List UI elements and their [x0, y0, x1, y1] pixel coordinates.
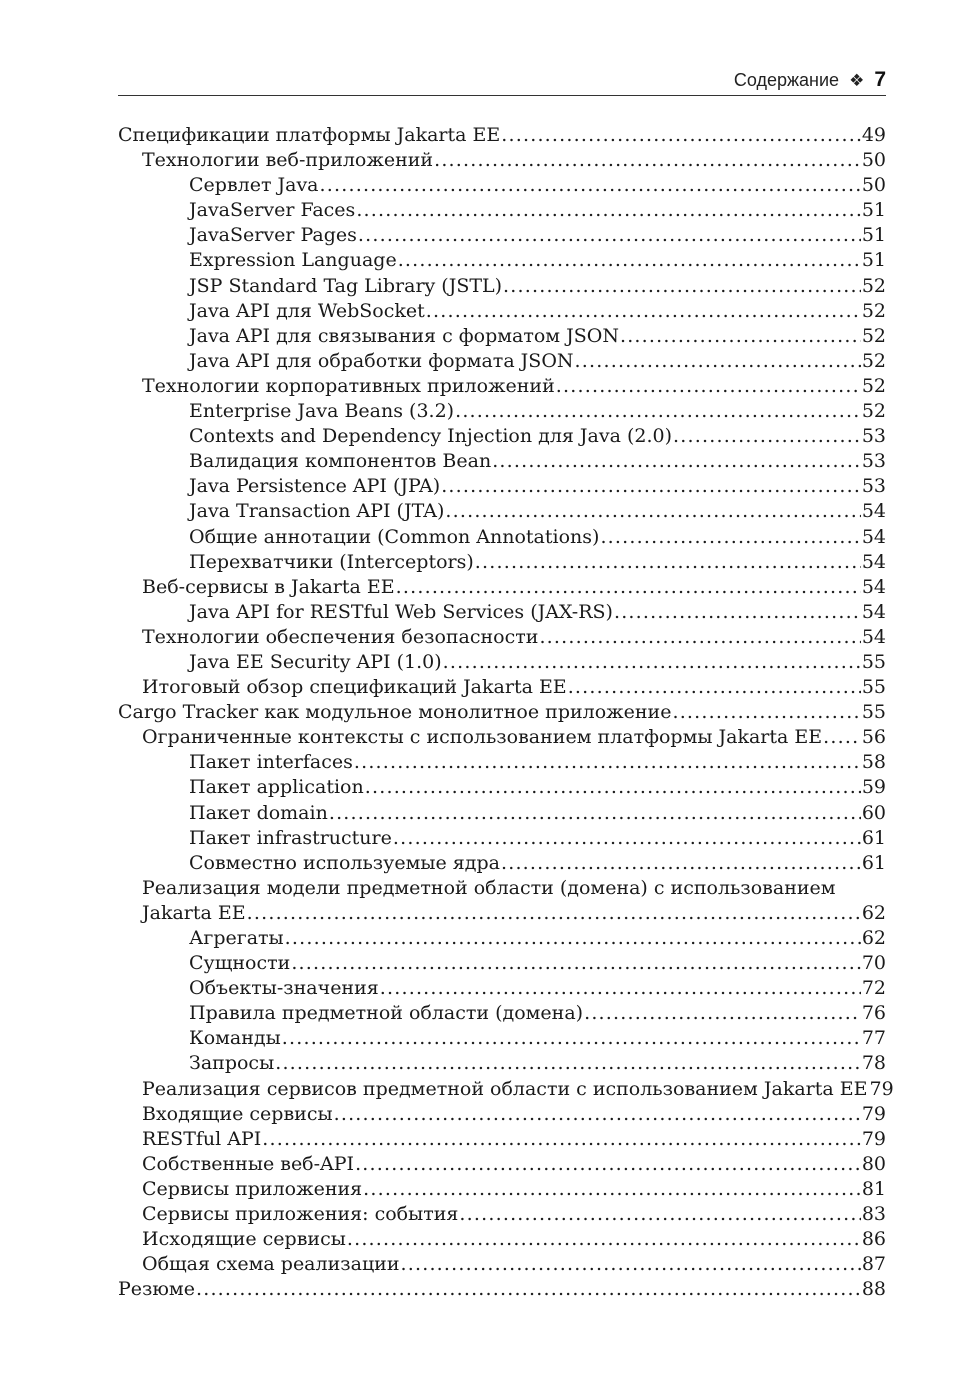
toc-entry[interactable] [118, 1127, 886, 1152]
dot-leader [426, 299, 861, 324]
toc-entry-page: 50 [861, 149, 886, 172]
toc-entry-page: 79 [861, 1102, 886, 1125]
toc-entry[interactable] [118, 901, 886, 926]
toc-entry-title: Cargo Tracker как модульное монолитное приложение [118, 701, 672, 724]
toc-entry[interactable] [118, 600, 886, 625]
dot-leader [262, 1127, 861, 1152]
dot-leader [475, 550, 861, 575]
toc-entry-title: Правила предметной области (домена) [189, 1002, 584, 1025]
toc-entry-title: Реализация модели предметной области (домена) с использованием [142, 876, 836, 899]
dot-leader [347, 1227, 861, 1252]
toc-entry-page: 51 [861, 199, 886, 222]
dot-leader [673, 424, 861, 449]
toc-entry[interactable] [118, 499, 886, 524]
toc-entry[interactable] [118, 148, 886, 173]
dot-leader [441, 474, 861, 499]
toc-entry-title: Запросы [189, 1052, 275, 1075]
toc-entry-page: 80 [861, 1152, 886, 1175]
toc-entry-page: 54 [861, 600, 886, 623]
toc-entry[interactable] [118, 650, 886, 675]
toc-entry-title: Общая схема реализации [142, 1253, 400, 1276]
toc-entry-page: 59 [861, 776, 886, 799]
toc-entry[interactable] [118, 1227, 886, 1252]
dot-leader [568, 675, 861, 700]
toc-entry-page: 52 [861, 374, 886, 397]
dot-leader [620, 324, 861, 349]
toc-entry-page: 54 [861, 525, 886, 548]
toc-entry-page: 52 [861, 299, 886, 322]
toc-entry-page: 88 [861, 1278, 886, 1301]
toc-entry-title: Совместно используемые ядра [189, 851, 500, 874]
dot-leader [196, 1277, 861, 1302]
toc-entry[interactable] [118, 1202, 886, 1227]
header-group [734, 68, 886, 92]
dot-leader [355, 1152, 861, 1177]
toc-entry[interactable] [118, 625, 886, 650]
toc-entry-title: Пакет domain [189, 801, 328, 824]
toc-entry[interactable] [118, 1277, 886, 1302]
toc-entry-title: Java API для обработки формата JSON [189, 349, 574, 372]
toc-entry[interactable] [118, 575, 886, 600]
toc-entry[interactable] [118, 525, 886, 550]
dot-leader [539, 625, 860, 650]
toc-entry-page: 52 [861, 274, 886, 297]
toc-entry-page: 52 [861, 324, 886, 347]
dot-leader [275, 1051, 861, 1076]
toc-entry-title: Пакет application [189, 776, 364, 799]
dot-leader [396, 575, 861, 600]
toc-entry-page: 50 [861, 174, 886, 197]
page-number: 7 [874, 68, 886, 91]
toc-entry[interactable] [118, 274, 886, 299]
toc-entry-title: Перехватчики (Interceptors) [189, 550, 474, 573]
dot-leader [434, 148, 861, 173]
toc-entry-page: 61 [861, 826, 886, 849]
toc-entry-title: JavaServer Pages [189, 224, 357, 247]
toc-entry[interactable] [118, 399, 886, 424]
toc-entry[interactable] [118, 675, 886, 700]
toc-entry[interactable] [118, 926, 886, 951]
toc-entry-page: 78 [861, 1052, 886, 1075]
toc-entry[interactable] [118, 123, 886, 148]
toc-entry-title: Технологии веб-приложений [142, 149, 434, 172]
dot-leader [398, 248, 861, 273]
running-header [118, 66, 886, 96]
toc-entry-title: Агрегаты [189, 927, 284, 949]
toc-entry-title: Входящие сервисы [142, 1102, 333, 1125]
toc-entry-page: 58 [861, 751, 886, 774]
diamond-ornament-icon: ❖ [849, 71, 865, 91]
toc-entry-title: Java API for RESTful Web Services (JAX-RS) [189, 600, 613, 623]
toc-entry-title: Валидация компонентов Bean [189, 450, 492, 473]
toc-entry-title: Веб-сервисы в Jakarta EE [142, 575, 395, 598]
toc-entry-page: 53 [861, 475, 886, 498]
dot-leader [358, 223, 861, 248]
dot-leader [285, 926, 861, 951]
toc-entry[interactable] [118, 801, 886, 826]
toc-entry-title: RESTful API [142, 1127, 262, 1150]
toc-entry-title: Общие аннотации (Common Annotations) [189, 525, 600, 548]
toc-entry[interactable] [118, 1252, 886, 1277]
toc-entry-page: 72 [861, 977, 886, 1000]
toc-entry[interactable] [118, 550, 886, 575]
dot-leader [329, 801, 861, 826]
toc-entry-page: 70 [861, 952, 886, 975]
toc-entry-page: 62 [861, 901, 886, 924]
toc-entry-page: 61 [861, 851, 886, 874]
toc-entry-page: 52 [861, 349, 886, 372]
dot-leader [556, 374, 861, 399]
toc-entry[interactable] [118, 1077, 894, 1102]
toc-entry-title: JSP Standard Tag Library (JSTL) [189, 274, 503, 297]
toc-entry[interactable] [118, 851, 886, 876]
dot-leader [459, 1202, 860, 1227]
toc-entry-page: 86 [861, 1228, 886, 1251]
toc-entry[interactable] [118, 248, 886, 273]
toc-entry-title: Expression Language [189, 249, 397, 272]
header-rule [118, 95, 886, 96]
toc-entry-page: 83 [861, 1203, 886, 1226]
toc-entry[interactable] [118, 725, 886, 750]
dot-leader [501, 123, 861, 148]
toc-entry[interactable] [118, 324, 886, 349]
dot-leader [584, 1001, 861, 1026]
toc-entry-title: Java API для WebSocket [189, 299, 425, 322]
table-of-contents [118, 123, 894, 1302]
toc-entry-title: Java Persistence API (JPA) [189, 475, 441, 498]
toc-entry-page: 60 [861, 801, 886, 824]
dot-leader [291, 951, 861, 976]
dot-leader [492, 449, 861, 474]
toc-entry-page: 62 [861, 927, 886, 949]
toc-entry-title: Команды [189, 1027, 281, 1050]
toc-entry-page: 52 [861, 400, 886, 423]
dot-leader [393, 826, 861, 851]
toc-entry[interactable] [118, 1102, 886, 1127]
toc-entry-title: Сущности [189, 952, 291, 975]
toc-entry[interactable] [118, 299, 886, 324]
toc-entry-title: Технологии корпоративных приложений [142, 374, 555, 397]
toc-entry-title: Enterprise Java Beans (3.2) [189, 400, 455, 423]
dot-leader [672, 700, 860, 725]
header-title: Содержание [733, 70, 840, 90]
toc-entry-title: Пакет infrastructure [189, 826, 392, 849]
toc-entry-title: JavaServer Faces [189, 199, 356, 222]
toc-entry-title: Java EE Security API (1.0) [189, 650, 442, 673]
toc-entry[interactable] [118, 1001, 886, 1026]
toc-entry-page: 79 [861, 1127, 886, 1150]
dot-leader [600, 525, 860, 550]
toc-entry[interactable] [118, 976, 886, 1001]
toc-entry[interactable] [118, 775, 886, 800]
toc-entry-title: Сервлет Java [189, 174, 319, 197]
toc-entry[interactable] [118, 826, 886, 851]
toc-entry[interactable] [118, 374, 886, 399]
toc-entry-page: 56 [861, 726, 886, 749]
dot-leader [356, 198, 861, 223]
toc-entry[interactable] [118, 750, 886, 775]
toc-entry-title: Сервисы приложения [142, 1177, 363, 1200]
toc-entry-title: Спецификации платформы Jakarta EE [118, 124, 501, 146]
dot-leader [363, 1177, 861, 1202]
dot-leader [354, 750, 861, 775]
dot-leader [365, 775, 861, 800]
toc-entry-page: 51 [861, 249, 886, 272]
toc-entry-title: Итоговый обзор спецификаций Jakarta EE [142, 676, 567, 699]
dot-leader [445, 499, 860, 524]
toc-entry-title: Собственные веб-API [142, 1152, 355, 1175]
toc-entry-page: 81 [861, 1177, 886, 1200]
toc-entry-title: Пакет interfaces [189, 751, 353, 774]
toc-entry[interactable] [118, 1051, 886, 1076]
toc-entry-page: 55 [861, 701, 886, 724]
toc-entry-page: 79 [869, 1077, 894, 1100]
toc-entry-title: Ограниченные контексты с использованием платформы Jakarta EE [142, 726, 823, 749]
dot-leader [282, 1026, 861, 1051]
dot-leader [400, 1252, 860, 1277]
dot-leader [247, 901, 861, 926]
toc-entry-title: Java API для связывания с форматом JSON [189, 324, 619, 347]
toc-entry-title: Исходящие сервисы [142, 1228, 346, 1251]
toc-entry[interactable] [118, 1026, 886, 1051]
dot-leader [575, 349, 861, 374]
toc-entry-page: 87 [861, 1253, 886, 1276]
toc-entry-page: 55 [861, 650, 886, 673]
toc-entry-page: 54 [861, 550, 886, 573]
dot-leader [443, 650, 861, 675]
toc-entry[interactable] [118, 198, 886, 223]
toc-entry-title: Резюме [118, 1278, 195, 1301]
toc-entry[interactable] [118, 876, 886, 901]
toc-entry[interactable] [118, 474, 886, 499]
dot-leader [455, 399, 861, 424]
toc-entry[interactable] [118, 951, 886, 976]
dot-leader [320, 173, 861, 198]
toc-entry-page: 77 [861, 1027, 886, 1050]
toc-entry[interactable] [118, 223, 886, 248]
toc-entry-title: Сервисы приложения: события [142, 1203, 459, 1226]
toc-entry-page: 49 [861, 124, 886, 146]
toc-entry-title: Jakarta EE [142, 901, 246, 924]
toc-entry[interactable] [118, 173, 886, 198]
dot-leader [614, 600, 861, 625]
toc-entry-title: Реализация сервисов предметной области с использованием Jakarta EE [142, 1077, 868, 1100]
toc-entry-page: 55 [861, 676, 886, 699]
toc-entry[interactable] [118, 1152, 886, 1177]
toc-entry-page: 53 [861, 450, 886, 473]
toc-entry-title: Java Transaction API (JTA) [189, 500, 445, 523]
toc-entry-page: 54 [861, 500, 886, 523]
toc-entry[interactable] [118, 449, 886, 474]
toc-entry-title: Contexts and Dependency Injection для Java (2.0) [189, 425, 673, 448]
dot-leader [823, 725, 861, 750]
toc-entry[interactable] [118, 424, 886, 449]
toc-entry-title: Технологии обеспечения безопасности [142, 625, 539, 648]
dot-leader [380, 976, 861, 1001]
toc-entry[interactable] [118, 700, 886, 725]
dot-leader [503, 274, 861, 299]
toc-entry[interactable] [118, 1177, 886, 1202]
toc-entry-page: 76 [861, 1002, 886, 1025]
toc-entry-page: 51 [861, 224, 886, 247]
toc-entry[interactable] [118, 349, 886, 374]
toc-entry-page: 53 [861, 425, 886, 448]
toc-entry-page: 54 [861, 625, 886, 648]
dot-leader [501, 851, 861, 876]
toc-entry-title: Объекты-значения [189, 977, 379, 1000]
dot-leader [334, 1102, 861, 1127]
toc-entry-page: 54 [861, 575, 886, 598]
